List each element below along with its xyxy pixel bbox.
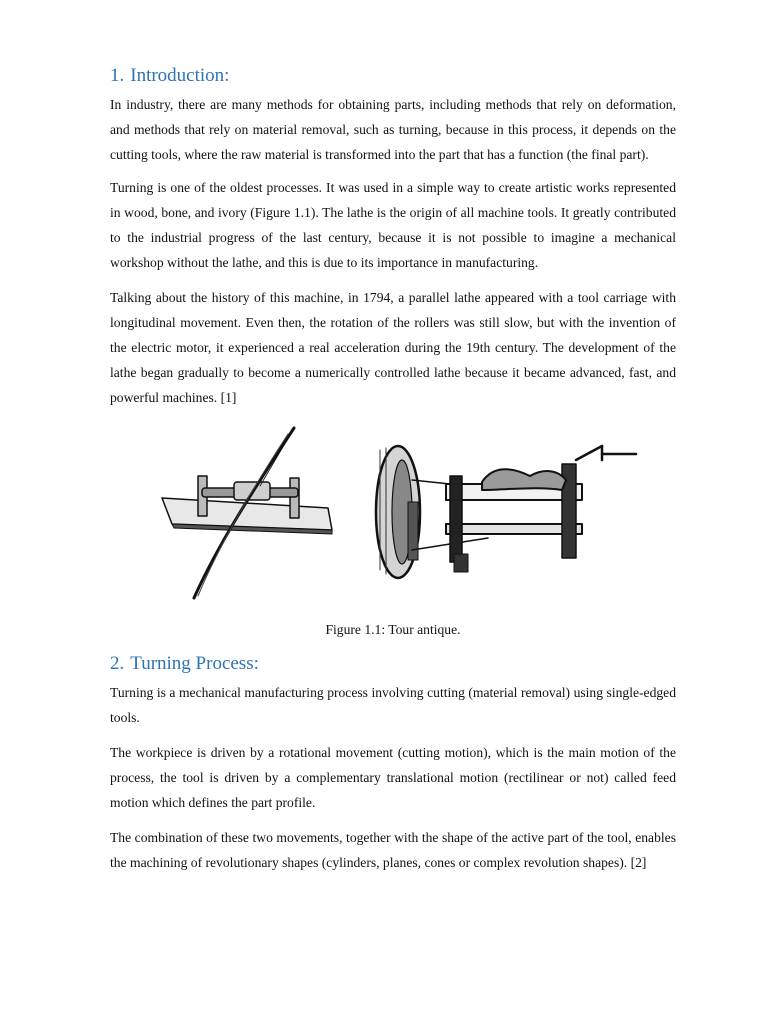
section-2-paragraph-2: The workpiece is driven by a rotational movement (cutting motion), which is the main motion of the process, the tool is driven by a complementary translational motion (rectilinear or not) called feed motion which defines the part profile. — [110, 745, 676, 810]
section-1-paragraph-3: Talking about the history of this machine, in 1794, a parallel lathe appeared with a tool carriage with longitudinal movement. Even then, the rotation of the rollers was still slow, but with the invention of the electric motor, it experienced a real acceleration during the 19th century. The development of the lathe began gradually to become a numerically controlled lathe because it became advanced, fast, and powerful machines. [1] — [110, 290, 676, 405]
bow-lathe-drawing — [162, 428, 332, 598]
section-1-heading — [110, 62, 676, 90]
figure-antique-lathes — [110, 420, 676, 620]
document-page — [110, 62, 676, 885]
section-2-paragraph-1: Turning is a mechanical manufacturing process involving cutting (material removal) using single-edged tools. — [110, 685, 676, 725]
crank-lathe-drawing — [376, 446, 636, 578]
section-1-paragraph-2: Turning is one of the oldest processes. It was used in a simple way to create artistic works represented in wood, bone, and ivory (Figure 1.1). The lathe is the origin of all machine tools. It greatly contributed to the industrial progress of the last century, because it is not possible to imagine a mechanical workshop without the lathe, and this is due to its importance in manufacturing. — [110, 180, 676, 270]
section-1-title: Introduction: — [130, 65, 230, 86]
section-1-number: 1. — [110, 65, 125, 86]
section-2-title: Turning Process: — [130, 653, 259, 674]
antique-lathe-illustrations — [110, 420, 676, 620]
section-2-number: 2. — [110, 653, 125, 674]
section-2-heading — [110, 650, 676, 678]
section-1-paragraph-1: In industry, there are many methods for obtaining parts, including methods that rely on deformation, and methods that rely on material removal, such as turning, because in this process, it depends on the cutting tools, where the raw material is transformed into the part that has a function (the final part). — [110, 97, 676, 162]
figure-caption: Figure 1.1: Tour antique. — [325, 622, 461, 637]
section-2-paragraph-3: The combination of these two movements, together with the shape of the active part of the tool, enables the machining of revolutionary shapes (cylinders, planes, cones or complex revolution shapes). [2] — [110, 830, 676, 870]
